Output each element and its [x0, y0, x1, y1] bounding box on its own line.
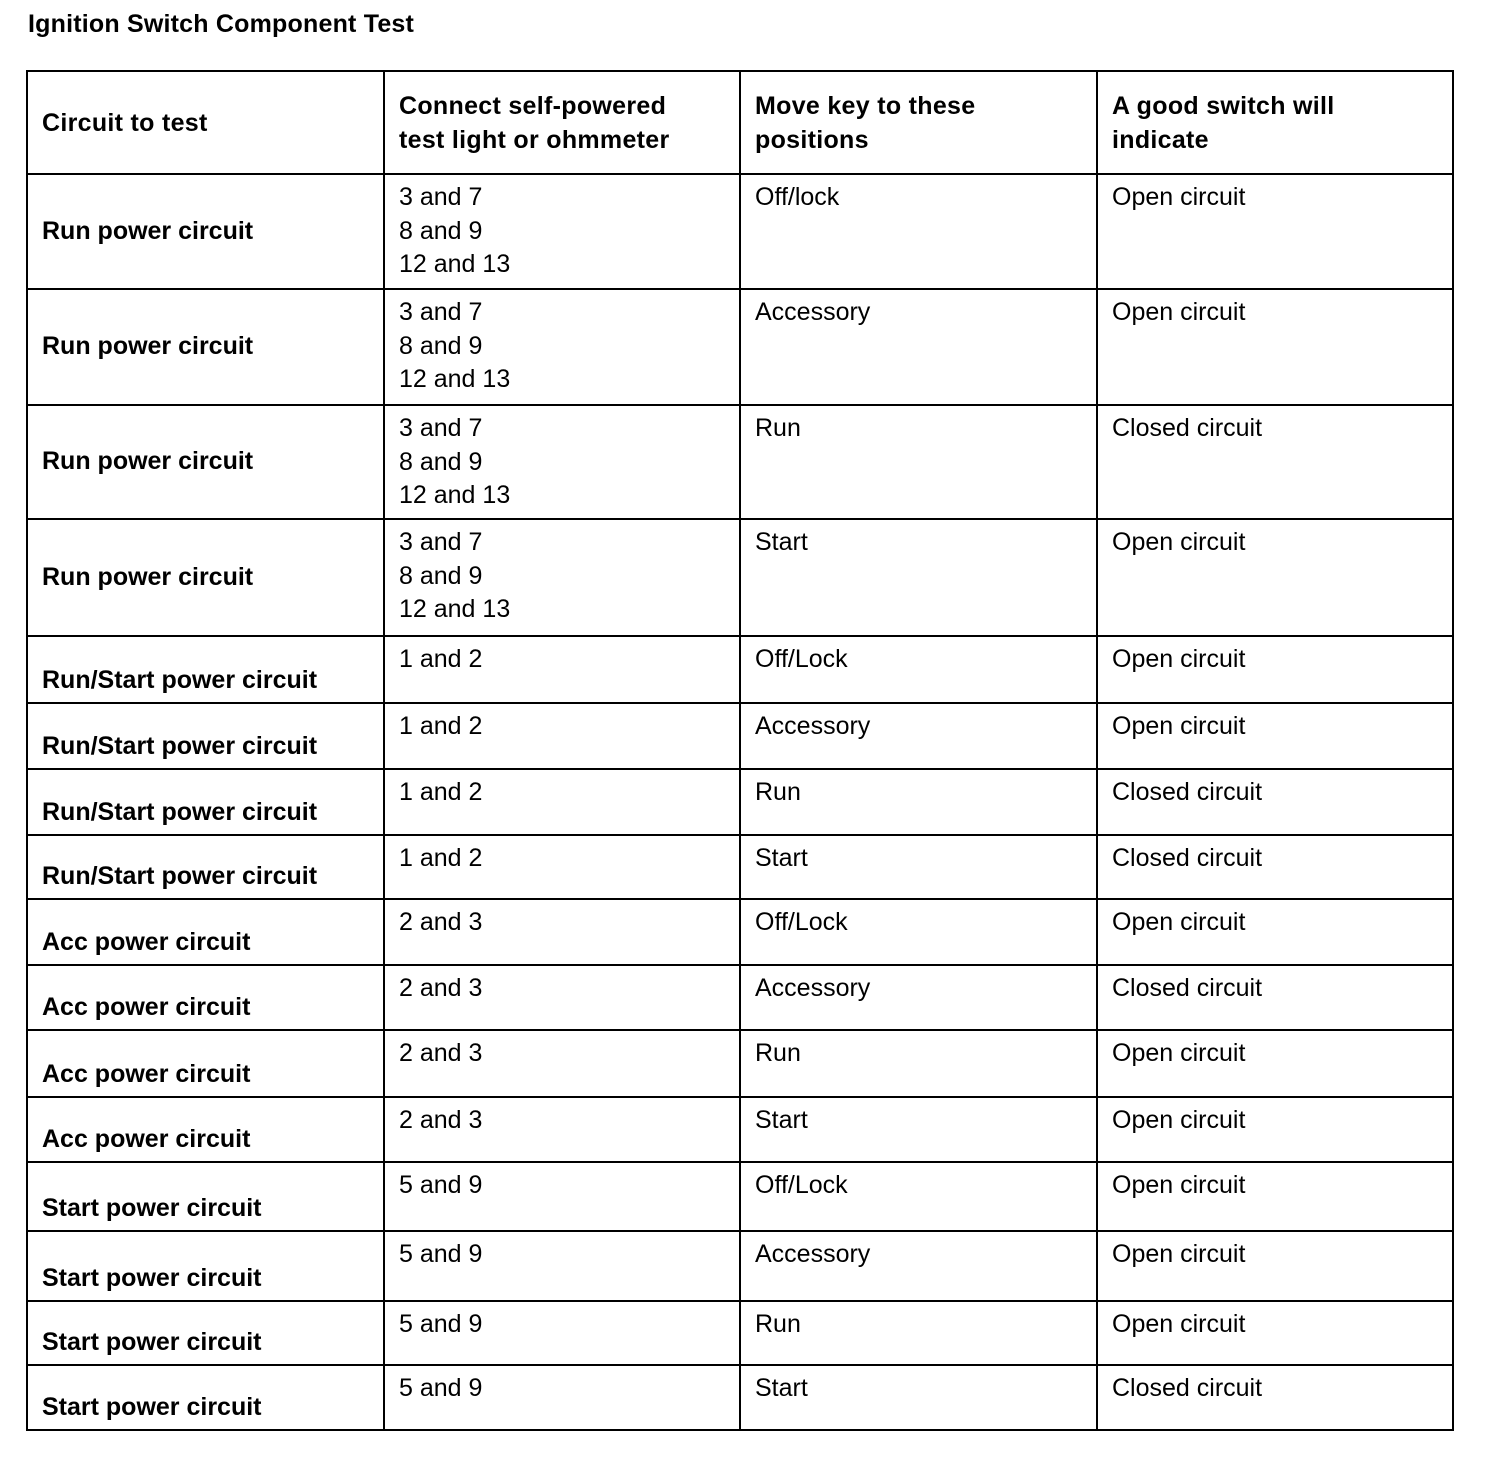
terminal-pair: 1 and 2 — [399, 712, 483, 740]
terminal-pair: 8 and 9 — [399, 331, 483, 360]
key-position-cell: Run — [740, 1301, 1097, 1365]
table-row — [27, 1231, 1453, 1301]
key-position-cell: Accessory — [740, 289, 1097, 405]
connect-cell — [384, 703, 740, 769]
terminal-pair: 3 and 7 — [399, 298, 483, 326]
result-cell: Open circuit — [1097, 174, 1453, 289]
result-cell: Open circuit — [1097, 1030, 1453, 1097]
table-body — [27, 71, 1453, 1430]
result-cell: Open circuit — [1097, 1231, 1453, 1301]
key-position-cell: Off/Lock — [740, 636, 1097, 703]
circuit-cell: Acc power circuit — [27, 965, 384, 1030]
header-line: Move key to these — [755, 91, 976, 120]
terminal-pair: 8 and 9 — [399, 447, 483, 476]
connect-cell — [384, 769, 740, 835]
result-cell: Open circuit — [1097, 703, 1453, 769]
connect-cell — [384, 1162, 740, 1231]
header-line: Connect self-powered — [399, 91, 667, 120]
result-cell: Open circuit — [1097, 519, 1453, 636]
result-cell: Closed circuit — [1097, 1365, 1453, 1430]
table-row — [27, 405, 1453, 519]
circuit-cell: Run power circuit — [27, 289, 384, 405]
table-row — [27, 1162, 1453, 1231]
terminal-pair: 1 and 2 — [399, 844, 483, 872]
table-row — [27, 965, 1453, 1030]
header-line: test light or ohmmeter — [399, 125, 670, 154]
table-row — [27, 899, 1453, 965]
header-line: indicate — [1112, 125, 1209, 154]
terminal-pair: 12 and 13 — [399, 250, 511, 278]
terminal-pair: 5 and 9 — [399, 1171, 483, 1199]
key-position-cell: Start — [740, 835, 1097, 899]
table-row — [27, 835, 1453, 899]
key-position-cell: Start — [740, 1365, 1097, 1430]
result-cell: Closed circuit — [1097, 965, 1453, 1030]
result-cell: Open circuit — [1097, 289, 1453, 405]
terminal-pair: 3 and 7 — [399, 183, 483, 211]
circuit-cell: Run power circuit — [27, 174, 384, 289]
table-row — [27, 769, 1453, 835]
result-cell: Open circuit — [1097, 899, 1453, 965]
key-position-cell: Off/Lock — [740, 899, 1097, 965]
result-cell: Closed circuit — [1097, 835, 1453, 899]
key-position-cell: Accessory — [740, 965, 1097, 1030]
terminal-pair: 8 and 9 — [399, 216, 483, 245]
terminal-pair: 3 and 7 — [399, 528, 483, 556]
connect-cell — [384, 289, 740, 405]
connect-cell — [384, 405, 740, 519]
terminal-pair: 3 and 7 — [399, 414, 483, 442]
table-row — [27, 1301, 1453, 1365]
result-cell: Closed circuit — [1097, 769, 1453, 835]
connect-cell — [384, 174, 740, 289]
table-row — [27, 174, 1453, 289]
circuit-cell: Run/Start power circuit — [27, 703, 384, 769]
table-row — [27, 1097, 1453, 1162]
connect-cell — [384, 1231, 740, 1301]
header-position — [740, 71, 1097, 174]
key-position-cell: Run — [740, 769, 1097, 835]
circuit-cell: Start power circuit — [27, 1365, 384, 1430]
result-cell: Closed circuit — [1097, 405, 1453, 519]
connect-cell — [384, 1365, 740, 1430]
header-circuit — [27, 71, 384, 174]
circuit-cell: Start power circuit — [27, 1162, 384, 1231]
circuit-cell: Run power circuit — [27, 405, 384, 519]
circuit-cell: Run power circuit — [27, 519, 384, 636]
header-line: A good switch will — [1112, 91, 1335, 120]
connect-cell — [384, 1301, 740, 1365]
terminal-pair: 8 and 9 — [399, 561, 483, 590]
ignition-test-table — [26, 70, 1454, 1431]
terminal-pair: 12 and 13 — [399, 481, 511, 509]
table-row — [27, 289, 1453, 405]
circuit-cell: Acc power circuit — [27, 1030, 384, 1097]
terminal-pair: 5 and 9 — [399, 1240, 483, 1268]
key-position-cell: Accessory — [740, 703, 1097, 769]
terminal-pair: 1 and 2 — [399, 778, 483, 806]
circuit-cell: Run/Start power circuit — [27, 769, 384, 835]
connect-cell — [384, 636, 740, 703]
circuit-cell: Run/Start power circuit — [27, 835, 384, 899]
terminal-pair: 1 and 2 — [399, 645, 483, 673]
header-line: positions — [755, 125, 869, 154]
key-position-cell: Run — [740, 405, 1097, 519]
table-row — [27, 1030, 1453, 1097]
result-cell: Open circuit — [1097, 1097, 1453, 1162]
table-header-row — [27, 71, 1453, 174]
circuit-cell: Acc power circuit — [27, 1097, 384, 1162]
terminal-pair: 2 and 3 — [399, 1106, 483, 1134]
terminal-pair: 12 and 13 — [399, 365, 511, 393]
key-position-cell: Run — [740, 1030, 1097, 1097]
table-row — [27, 703, 1453, 769]
result-cell: Open circuit — [1097, 636, 1453, 703]
connect-cell — [384, 1097, 740, 1162]
terminal-pair: 2 and 3 — [399, 908, 483, 936]
header-result — [1097, 71, 1453, 174]
connect-cell — [384, 965, 740, 1030]
table-row — [27, 636, 1453, 703]
page-title: Ignition Switch Component Test — [28, 10, 415, 38]
result-cell: Open circuit — [1097, 1162, 1453, 1231]
result-cell: Open circuit — [1097, 1301, 1453, 1365]
header-line: Circuit to test — [42, 108, 208, 137]
circuit-cell: Acc power circuit — [27, 899, 384, 965]
key-position-cell: Off/Lock — [740, 1162, 1097, 1231]
terminal-pair: 5 and 9 — [399, 1374, 483, 1402]
table-row — [27, 1365, 1453, 1430]
connect-cell — [384, 1030, 740, 1097]
connect-cell — [384, 835, 740, 899]
terminal-pair: 2 and 3 — [399, 974, 483, 1002]
connect-cell — [384, 899, 740, 965]
key-position-cell: Accessory — [740, 1231, 1097, 1301]
connect-cell — [384, 519, 740, 636]
terminal-pair: 5 and 9 — [399, 1310, 483, 1338]
key-position-cell: Start — [740, 1097, 1097, 1162]
header-connect — [384, 71, 740, 174]
circuit-cell: Start power circuit — [27, 1231, 384, 1301]
table-row — [27, 519, 1453, 636]
circuit-cell: Start power circuit — [27, 1301, 384, 1365]
key-position-cell: Start — [740, 519, 1097, 636]
circuit-cell: Run/Start power circuit — [27, 636, 384, 703]
key-position-cell: Off/lock — [740, 174, 1097, 289]
terminal-pair: 2 and 3 — [399, 1039, 483, 1067]
terminal-pair: 12 and 13 — [399, 595, 511, 623]
